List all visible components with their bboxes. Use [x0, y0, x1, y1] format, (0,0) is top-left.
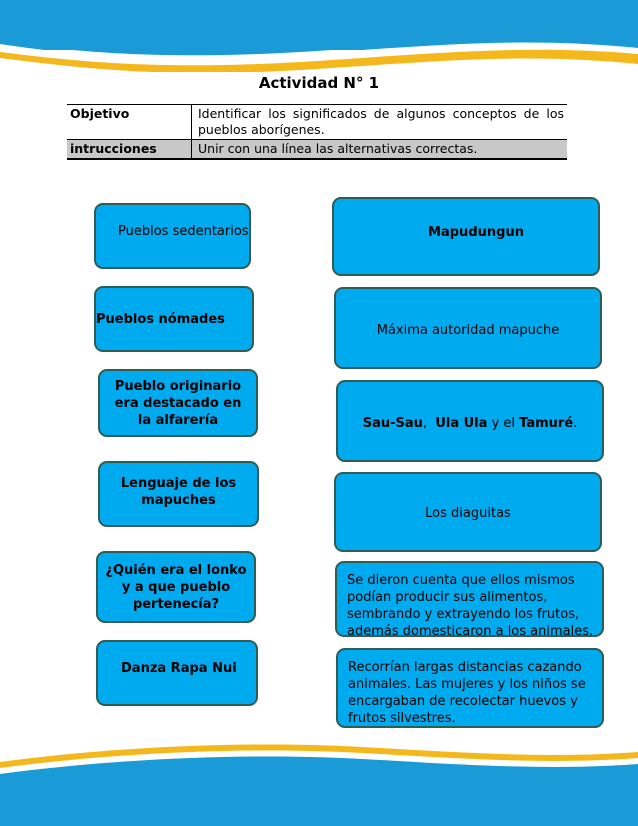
right-option-4-label: Los diaguitas: [425, 506, 511, 521]
left-option-3[interactable]: [98, 369, 258, 437]
right-option-2-label: Máxima autoridad mapuche: [376, 323, 560, 338]
right-option-3-label: Sau-Sau, Ula Ula y el Tamuré.: [362, 416, 578, 431]
left-option-2[interactable]: [94, 286, 254, 352]
left-option-4-label: Lenguaje de los mapuches: [120, 476, 237, 508]
right-option-6[interactable]: [336, 648, 604, 728]
instructions-text: Unir con una línea las alternativas correctas.: [192, 140, 568, 160]
right-option-4[interactable]: [334, 472, 602, 552]
left-option-2-label: Pueblos nómades: [96, 312, 225, 327]
left-option-3-label: Pueblo originario era destacado en la alfarería: [114, 379, 242, 428]
left-option-6-label: Danza Rapa Nui: [121, 661, 237, 676]
top-wave-decoration: [0, 0, 638, 72]
left-option-5[interactable]: [96, 551, 256, 623]
objective-text: Identificar los significados de algunos conceptos de los pueblos aborígenes.: [192, 105, 568, 140]
right-option-2[interactable]: [334, 287, 602, 369]
left-option-5-label: ¿Quién era el lonko y a que pueblo pertenecía?: [105, 563, 247, 612]
objective-label: Objetivo: [67, 105, 192, 140]
right-option-3[interactable]: [336, 380, 604, 462]
right-option-1-label: Mapudungun: [428, 225, 524, 240]
instructions-row: [67, 140, 567, 160]
left-option-1-label: Pueblos sedentarios: [118, 224, 249, 239]
right-option-6-label: Recorrían largas distancias cazando animales. Las mujeres y los niños se encargaban de recolectar huevos y frutos silvestres.: [348, 660, 586, 726]
bottom-wave-decoration: [0, 740, 638, 826]
right-option-5[interactable]: [335, 561, 604, 637]
left-option-6[interactable]: [96, 640, 258, 706]
right-option-1[interactable]: [332, 197, 600, 276]
objective-row: [67, 105, 567, 140]
left-option-4[interactable]: [98, 461, 259, 527]
right-option-5-label: Se dieron cuenta que ellos mismos podían producir sus alimentos, sembrando y extrayendo los frutos, además domesticaron a los animales.: [347, 573, 594, 639]
info-table: [67, 104, 567, 160]
instructions-label: intrucciones: [67, 140, 192, 160]
page-title: Actividad N° 1: [258, 74, 380, 92]
left-option-1[interactable]: [94, 203, 251, 269]
